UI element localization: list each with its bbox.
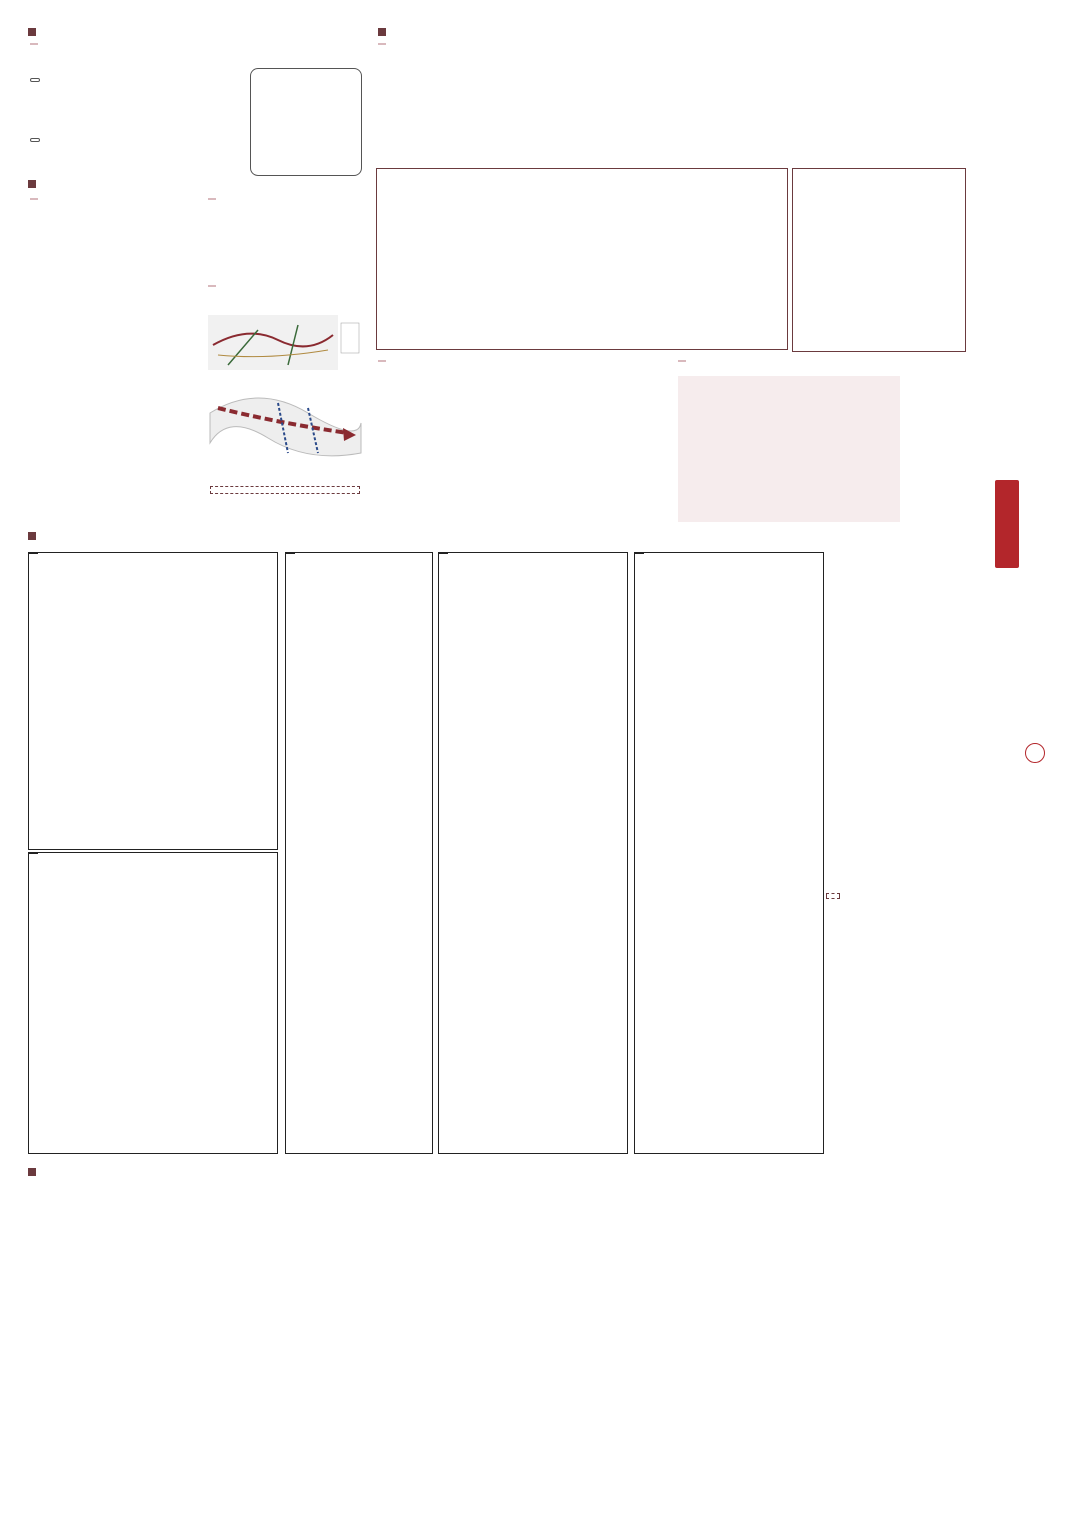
structure-tag	[208, 285, 216, 287]
section-02-title	[28, 180, 40, 188]
shijing-axon	[636, 570, 820, 1150]
arch-tag	[378, 360, 386, 362]
structure-diagram	[208, 383, 363, 463]
floor-plans	[832, 570, 992, 890]
ganwutai-axon	[440, 570, 624, 1150]
strategy-title	[826, 893, 840, 899]
panel-function	[285, 552, 433, 1154]
ground-plan-drawing	[30, 870, 274, 1150]
panel-function-title	[285, 552, 295, 554]
category-1	[30, 78, 40, 82]
section-04-title	[28, 532, 40, 540]
continuity-tag	[678, 360, 686, 362]
section-03-tag	[378, 43, 386, 45]
future-scene	[28, 1186, 1054, 1504]
extract-panel	[792, 168, 966, 352]
continuity-bg	[678, 376, 900, 522]
section-05-title	[28, 1168, 40, 1176]
street-diagram	[208, 315, 363, 370]
section-02-tag	[30, 198, 38, 200]
section-01-title	[28, 28, 40, 36]
section-01-tag	[30, 43, 38, 45]
panel-ground-plan-title	[28, 852, 38, 854]
summary-tag	[208, 198, 216, 200]
issue-notes	[250, 68, 362, 176]
inject-panel	[376, 168, 788, 350]
structure-bullets	[210, 486, 360, 494]
small-seal-icon	[1025, 743, 1045, 763]
panel-ganwutai-title	[438, 552, 448, 554]
seal-icon	[995, 480, 1019, 568]
category-2	[30, 138, 40, 142]
section-03-title	[378, 28, 390, 36]
panel-shijing-title	[634, 552, 644, 554]
panel-master-plan-title	[28, 552, 38, 554]
master-plan-drawing	[30, 570, 274, 846]
